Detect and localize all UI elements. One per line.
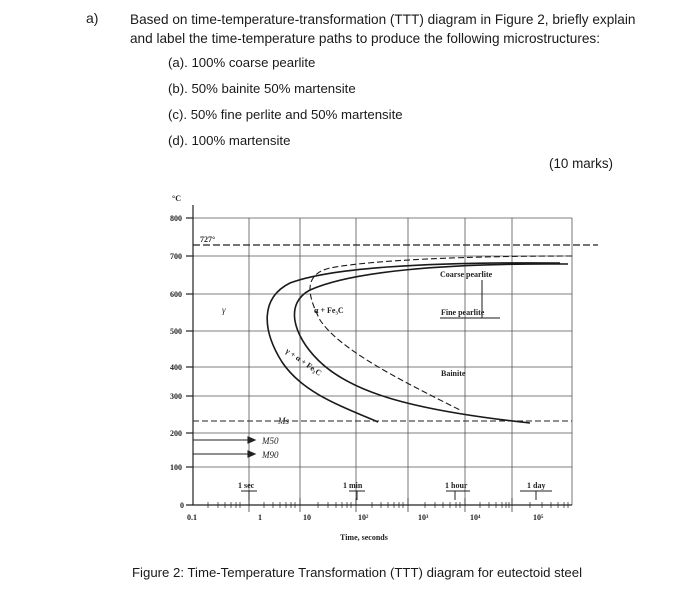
time-marker: 1 hour — [445, 481, 468, 490]
time-marker: 1 sec — [238, 481, 255, 490]
time-marker-labels — [238, 481, 545, 490]
list-item: (c). 50% fine perlite and 50% martensite — [168, 107, 403, 122]
phase-labels — [200, 235, 493, 460]
y-tick-label: 200 — [170, 429, 182, 438]
list-item: (a). 100% coarse pearlite — [168, 55, 316, 70]
y-axis-labels — [170, 194, 184, 510]
ferrite-cementite-label: α + Fe₃C — [314, 306, 344, 315]
austenite-label: γ — [222, 305, 226, 315]
question-number: a) — [86, 10, 99, 26]
x-tick-label: 10² — [358, 513, 369, 522]
list-item: (b). 50% bainite 50% martensite — [168, 81, 356, 96]
y-tick-label: 500 — [170, 327, 182, 336]
fine-pearlite-label: Fine pearlite — [441, 308, 485, 317]
y-tick-label: 300 — [170, 392, 182, 401]
y-tick-label: 600 — [170, 290, 182, 299]
list-item: (d). 100% martensite — [168, 133, 291, 148]
transforming-label: γ + α + Fe₃C — [283, 346, 324, 378]
finish-curve — [294, 264, 568, 423]
fifty-percent-curve — [310, 256, 572, 410]
martensite-lines — [193, 421, 572, 457]
m50-label: M50 — [262, 436, 279, 446]
x-axis-labels — [187, 513, 544, 542]
x-tick-label: 1 — [258, 513, 262, 522]
time-marker-brackets — [241, 491, 552, 500]
time-marker: 1 min — [343, 481, 363, 490]
x-tick-label: 10³ — [418, 513, 429, 522]
m90-label: M90 — [262, 450, 279, 460]
y-tick-label: 400 — [170, 363, 182, 372]
question-prompt: Based on time-temperature-transformation (TTT) diagram in Figure 2, briefly explain and label the time-temperature paths to produce the following microstructures: — [130, 12, 636, 46]
x-tick-label: 10 — [303, 513, 311, 522]
x-tick-label: 10⁵ — [533, 513, 544, 522]
axes — [186, 205, 572, 505]
ms-label: Ms — [278, 416, 289, 426]
bainite-label: Bainite — [441, 369, 466, 378]
y-tick-label: 100 — [170, 463, 182, 472]
x-axis-title: Time, seconds — [340, 533, 388, 542]
coarse-pearlite-label: Coarse pearlite — [440, 270, 493, 279]
y-tick-label: 700 — [170, 252, 182, 261]
figure-caption: Figure 2: Time-Temperature Transformation (TTT) diagram for eutectoid steel — [132, 565, 583, 580]
x-tick-label: 10⁴ — [470, 513, 481, 522]
transformation-curves — [267, 256, 572, 423]
eutectoid-label: 727° — [200, 235, 216, 244]
y-tick-label: 0 — [180, 501, 184, 510]
time-marker: 1 day — [527, 481, 546, 490]
y-unit: °C — [172, 194, 181, 203]
y-tick-label: 800 — [170, 214, 182, 223]
start-curve — [267, 263, 560, 422]
grid — [193, 218, 572, 505]
x-tick-label: 0.1 — [187, 513, 197, 522]
marks-label: (10 marks) — [549, 156, 613, 171]
